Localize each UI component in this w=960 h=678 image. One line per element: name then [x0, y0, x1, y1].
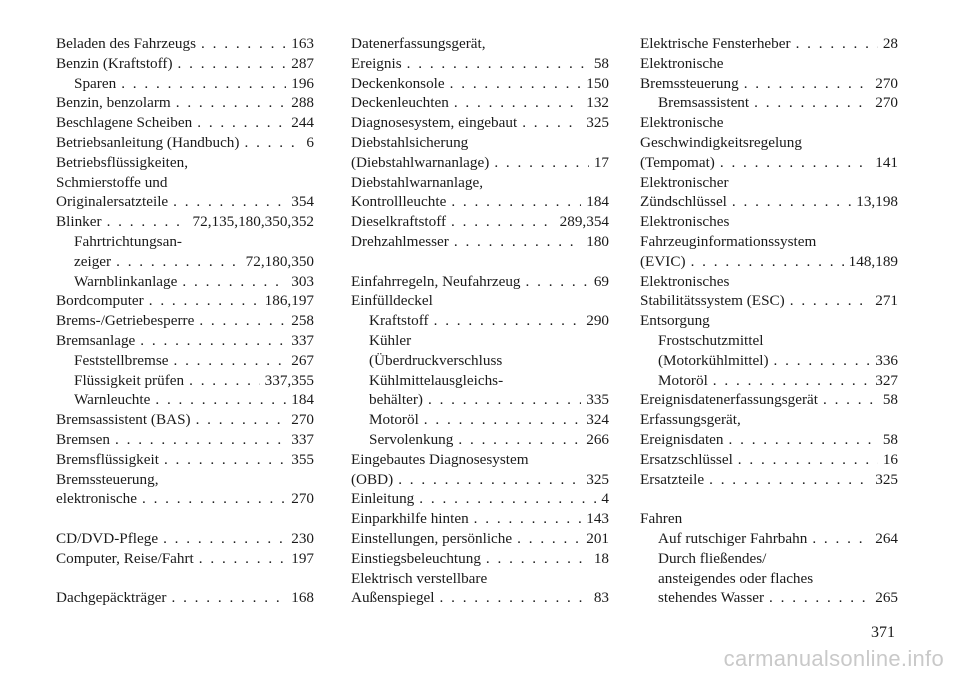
dot-leader [419, 489, 596, 509]
dot-leader [196, 410, 287, 430]
index-term: Beladen des Fahrzeugs [56, 35, 197, 52]
index-subentry [351, 331, 609, 351]
index-term: Servolenkung [369, 430, 454, 448]
index-term: Betriebsflüssigkeiten, [56, 153, 189, 171]
index-entry [56, 34, 314, 54]
index-spacer [351, 252, 609, 272]
index-term: Flüssigkeit prüfen [74, 371, 185, 389]
index-term: Bremsassistent (BAS) [56, 411, 191, 429]
index-page-ref: 325 [586, 470, 609, 488]
index-page-ref: 289,354 [559, 213, 609, 231]
index-page-ref: 266 [586, 430, 609, 448]
index-page-ref: 324 [586, 411, 609, 429]
index-page-ref: 148,189 [848, 252, 898, 270]
index-term: Frostschutzmittel [658, 331, 764, 349]
dot-leader [116, 252, 241, 272]
dot-leader [107, 212, 188, 232]
index-subentry [351, 371, 609, 391]
dot-leader [398, 470, 581, 490]
index-entry [56, 54, 314, 74]
index-term: Ereignisdaten [640, 430, 724, 448]
index-entry [640, 509, 898, 529]
index-entry [640, 173, 898, 193]
index-page-ref: 201 [586, 529, 609, 547]
dot-leader [121, 74, 286, 94]
dot-leader [522, 113, 581, 133]
index-term: behälter) [369, 391, 423, 409]
index-page-ref: 180 [586, 232, 609, 250]
index-term: Zündschlüssel [640, 193, 727, 211]
index-term: CD/DVD-Pflege [56, 529, 159, 547]
dot-leader [244, 133, 301, 153]
index-term: Bremssteuerung, [56, 470, 159, 488]
index-term: Elektronische [640, 54, 724, 72]
dot-leader [812, 529, 870, 549]
dot-leader [713, 371, 870, 391]
index-entry [640, 192, 898, 212]
index-page-ref: 267 [291, 351, 314, 369]
dot-leader [474, 509, 582, 529]
index-page-ref: 16 [882, 450, 898, 468]
index-term: Deckenleuchten [351, 94, 449, 112]
index-page-ref: 290 [586, 312, 609, 330]
dot-leader [173, 351, 286, 371]
index-page-ref: 335 [586, 391, 609, 409]
index-term: Computer, Reise/Fahrt [56, 549, 194, 567]
index-term: Dachgepäckträger [56, 589, 167, 607]
index-page-ref: 28 [882, 35, 898, 52]
index-page-ref: 18 [593, 549, 609, 567]
index-page-ref: 58 [882, 391, 898, 409]
index-subentry [640, 371, 898, 391]
index-term: Motoröl [658, 371, 708, 389]
index-term: Diebstahlsicherung [351, 133, 469, 151]
index-subentry [351, 390, 609, 410]
dot-leader [201, 34, 286, 54]
index-entry [640, 113, 898, 133]
index-entry [351, 232, 609, 252]
index-term: Bremsanlage [56, 331, 136, 349]
index-term: Warnblinkanlage [74, 272, 178, 290]
index-entry [351, 212, 609, 232]
dot-leader [140, 331, 286, 351]
index-entry [351, 34, 609, 54]
index-entry [640, 252, 898, 272]
index-page-ref: 337 [291, 331, 314, 349]
dot-leader [691, 252, 844, 272]
index-term: Schmierstoffe und [56, 173, 168, 191]
index-entry [351, 291, 609, 311]
index-entry [640, 311, 898, 331]
dot-leader [197, 113, 286, 133]
index-page-ref: 143 [586, 510, 609, 528]
index-page-ref: 264 [875, 529, 898, 547]
index-subentry [351, 351, 609, 371]
index-term: (EVIC) [640, 252, 686, 270]
index-term: Ereignis [351, 54, 402, 72]
index-subentry [56, 252, 314, 272]
index-entry [640, 232, 898, 252]
index-entry [56, 153, 314, 173]
index-page-ref: 184 [291, 391, 314, 409]
dot-leader [173, 192, 286, 212]
dot-leader [407, 54, 589, 74]
index-term: (Tempomat) [640, 153, 715, 171]
index-term: (OBD) [351, 470, 394, 488]
index-term: Bremsen [56, 430, 110, 448]
index-page-ref: 17 [593, 153, 609, 171]
index-term: Erfassungsgerät, [640, 411, 741, 429]
dot-leader [199, 311, 286, 331]
index-term: Blinker [56, 213, 102, 231]
index-term: Datenerfassungsgerät, [351, 35, 486, 52]
index-page-ref: 287 [291, 54, 314, 72]
index-term: Geschwindigkeitsregelung [640, 133, 802, 151]
index-term: Bremsflüssigkeit [56, 450, 159, 468]
index-column-1 [56, 34, 314, 608]
index-term: Ersatzteile [640, 470, 705, 488]
index-term: Elektronisches [640, 272, 730, 290]
index-subentry [640, 569, 898, 589]
dot-leader [486, 549, 589, 569]
index-term: Kontrollleuchte [351, 193, 447, 211]
index-entry [56, 93, 314, 113]
index-page-ref: 355 [291, 450, 314, 468]
index-term: (Überdruckverschluss [369, 351, 503, 369]
index-page-ref: 4 [601, 490, 609, 508]
index-term: zeiger [74, 252, 112, 270]
index-term: Einfülldeckel [351, 292, 433, 310]
index-term: Bremssteuerung [640, 74, 739, 92]
index-term: Einleitung [351, 490, 415, 508]
dot-leader [440, 588, 589, 608]
index-term: Sparen [74, 74, 117, 92]
index-entry [56, 410, 314, 430]
dot-leader [155, 390, 286, 410]
index-term: Benzin, benzolarm [56, 94, 171, 112]
index-subentry [56, 351, 314, 371]
index-entry [56, 173, 314, 193]
dot-leader [454, 93, 581, 113]
index-subentry [56, 272, 314, 292]
index-term: Durch fließendes/ [658, 549, 767, 567]
index-term: Deckenkonsole [351, 74, 445, 92]
dot-leader [189, 371, 260, 391]
index-term: Kühlmittelausgleichs- [369, 371, 504, 389]
index-page-ref: 265 [875, 589, 898, 607]
dot-leader [182, 272, 286, 292]
dot-leader [451, 192, 581, 212]
index-term: Einfahrregeln, Neufahrzeug [351, 272, 521, 290]
index-entry [351, 489, 609, 509]
dot-leader [823, 390, 878, 410]
index-entry [56, 430, 314, 450]
index-spacer [56, 509, 314, 529]
index-page-ref: 270 [875, 74, 898, 92]
index-page-ref: 337 [291, 430, 314, 448]
index-subentry [351, 430, 609, 450]
watermark-text[interactable]: carmanualsonline.info [723, 646, 944, 671]
index-entry [351, 569, 609, 589]
index-page-ref: 163 [291, 35, 314, 52]
index-term: ansteigendes oder flaches [658, 569, 814, 587]
index-page-ref: 327 [875, 371, 898, 389]
index-term: Elektronischer [640, 173, 729, 191]
index-term: Einstellungen, persönliche [351, 529, 513, 547]
index-page-ref: 288 [291, 94, 314, 112]
index-entry [56, 133, 314, 153]
index-entry [351, 74, 609, 94]
dot-leader [720, 153, 870, 173]
dot-leader [744, 74, 871, 94]
index-term: Entsorgung [640, 312, 710, 330]
index-page-ref: 337,355 [264, 371, 314, 389]
index-page-ref: 354 [291, 193, 314, 211]
index-page-ref: 69 [593, 272, 609, 290]
index-subentry [640, 529, 898, 549]
index-entry [640, 410, 898, 430]
dot-leader [774, 351, 871, 371]
index-page-ref: 132 [586, 94, 609, 112]
dot-leader [424, 410, 581, 430]
dot-leader [454, 232, 581, 252]
index-entry [56, 331, 314, 351]
index-term: Motoröl [369, 411, 419, 429]
index-term: Dieselkraftstoff [351, 213, 447, 231]
index-term: Elektronisches [640, 213, 730, 231]
index-term: Diagnosesystem, eingebaut [351, 114, 518, 132]
index-entry [640, 291, 898, 311]
index-term: elektronische [56, 490, 137, 508]
index-subentry [56, 371, 314, 391]
index-term: Elektrisch verstellbare [351, 569, 488, 587]
index-term: Auf rutschiger Fahrbahn [658, 529, 808, 547]
index-entry [56, 529, 314, 549]
index-subentry [640, 331, 898, 351]
index-entry [351, 509, 609, 529]
index-subentry [56, 390, 314, 410]
index-entry [640, 470, 898, 490]
dot-leader [729, 430, 878, 450]
index-entry [351, 529, 609, 549]
index-page-ref: 230 [291, 529, 314, 547]
index-term: (Motorkühlmittel) [658, 351, 769, 369]
dot-leader [709, 470, 870, 490]
index-entry [640, 272, 898, 292]
index-term: Kraftstoff [369, 312, 429, 330]
index-term: Fahrtrichtungsan- [74, 232, 182, 250]
index-subentry [351, 311, 609, 331]
index-page-ref: 197 [291, 549, 314, 567]
index-page-ref: 150 [586, 74, 609, 92]
index-term: Eingebautes Diagnosesystem [351, 450, 529, 468]
dot-leader [434, 311, 582, 331]
index-entry [351, 549, 609, 569]
index-entry [351, 133, 609, 153]
index-entry [56, 291, 314, 311]
dot-leader [790, 291, 871, 311]
index-term: Diebstahlwarnanlage, [351, 173, 483, 191]
dot-leader [738, 450, 878, 470]
index-entry [56, 212, 314, 232]
page-number: 371 [871, 624, 895, 641]
dot-leader [178, 54, 287, 74]
index-page-ref: 168 [291, 589, 314, 607]
dot-leader [451, 212, 555, 232]
index-term: Einparkhilfe hinten [351, 510, 469, 528]
dot-leader [149, 291, 260, 311]
index-entry [351, 588, 609, 608]
index-entry [640, 430, 898, 450]
index-term: Bordcomputer [56, 292, 144, 310]
index-term: Kühler [369, 331, 412, 349]
index-page-ref: 325 [875, 470, 898, 488]
index-subentry [640, 549, 898, 569]
index-spacer [640, 489, 898, 509]
index-entry [351, 272, 609, 292]
index-term: Brems-/Getriebesperre [56, 312, 195, 330]
index-page-ref: 325 [586, 114, 609, 132]
dot-leader [494, 153, 589, 173]
index-term: Außenspiegel [351, 589, 435, 607]
index-page-ref: 270 [291, 411, 314, 429]
index-page-ref: 58 [593, 54, 609, 72]
dot-leader [115, 430, 286, 450]
index-page-ref: 13,198 [856, 193, 898, 211]
index-term: Stabilitätssystem (ESC) [640, 292, 785, 310]
index-subentry [56, 74, 314, 94]
index-entry [56, 549, 314, 569]
index-page-ref: 244 [291, 114, 314, 132]
index-page-ref: 184 [586, 193, 609, 211]
index-entry [351, 173, 609, 193]
index-term: (Diebstahlwarnanlage) [351, 153, 490, 171]
dot-leader [526, 272, 589, 292]
index-entry [351, 153, 609, 173]
index-page-ref: 72,180,350 [245, 252, 314, 270]
dot-leader [450, 74, 582, 94]
index-entry [351, 192, 609, 212]
index-entry [640, 153, 898, 173]
index-entry [56, 489, 314, 509]
index-entry [640, 133, 898, 153]
index-term: Einstiegsbeleuchtung [351, 549, 481, 567]
index-entry [56, 113, 314, 133]
dot-leader [517, 529, 581, 549]
index-page-ref: 186,197 [264, 292, 314, 310]
index-term: Fahren [640, 510, 683, 528]
index-page-ref: 6 [306, 133, 314, 151]
index-entry [56, 450, 314, 470]
index-page-ref: 141 [875, 153, 898, 171]
index-term: Ereignisdatenerfassungsgerät [640, 391, 818, 409]
dot-leader [732, 192, 851, 212]
index-term: Fahrzeuginformationssystem [640, 232, 817, 250]
index-page-ref: 336 [875, 351, 898, 369]
dot-leader [171, 588, 286, 608]
dot-leader [163, 529, 286, 549]
index-term: Originalersatzteile [56, 193, 169, 211]
index-page-ref: 270 [291, 490, 314, 508]
dot-leader [769, 588, 870, 608]
index-entry [640, 54, 898, 74]
index-term: Betriebsanleitung (Handbuch) [56, 133, 240, 151]
index-term: Beschlagene Scheiben [56, 114, 193, 132]
index-entry [640, 390, 898, 410]
index-page-ref: 196 [291, 74, 314, 92]
index-subentry [640, 588, 898, 608]
index-term: stehendes Wasser [658, 589, 765, 607]
index-term: Ersatzschlüssel [640, 450, 733, 468]
index-entry [351, 54, 609, 74]
index-term: Warnleuchte [74, 391, 151, 409]
dot-leader [164, 450, 286, 470]
index-entry [56, 192, 314, 212]
index-page-ref: 303 [291, 272, 314, 290]
index-page-ref: 72,135,180,350,352 [192, 213, 314, 231]
index-spacer [56, 569, 314, 589]
dot-leader [176, 93, 287, 113]
dot-leader [142, 489, 286, 509]
index-entry [351, 113, 609, 133]
index-term: Elektrische Fensterheber [640, 35, 791, 52]
index-entry [640, 34, 898, 54]
index-entry [640, 450, 898, 470]
index-term: Bremsassistent [658, 94, 750, 112]
index-column-2 [351, 34, 609, 608]
dot-leader [428, 390, 581, 410]
index-term: Benzin (Kraftstoff) [56, 54, 173, 72]
index-page-ref: 258 [291, 312, 314, 330]
index-term: Elektronische [640, 114, 724, 132]
dot-leader [458, 430, 581, 450]
index-entry [351, 470, 609, 490]
index-subentry [640, 351, 898, 371]
index-entry [640, 74, 898, 94]
index-column-3 [640, 34, 898, 608]
index-page-ref: 58 [882, 430, 898, 448]
index-entry [351, 93, 609, 113]
index-term: Drehzahlmesser [351, 232, 449, 250]
dot-leader [796, 34, 878, 54]
index-subentry [640, 93, 898, 113]
index-page-ref: 83 [593, 589, 609, 607]
index-entry [56, 470, 314, 490]
index-subentry [56, 232, 314, 252]
index-page-ref: 271 [875, 292, 898, 310]
index-entry [56, 311, 314, 331]
index-term: Feststellbremse [74, 351, 169, 369]
index-entry [351, 450, 609, 470]
dot-leader [754, 93, 870, 113]
index-page-ref: 270 [875, 94, 898, 112]
index-entry [640, 212, 898, 232]
dot-leader [199, 549, 286, 569]
index-subentry [351, 410, 609, 430]
index-entry [56, 588, 314, 608]
